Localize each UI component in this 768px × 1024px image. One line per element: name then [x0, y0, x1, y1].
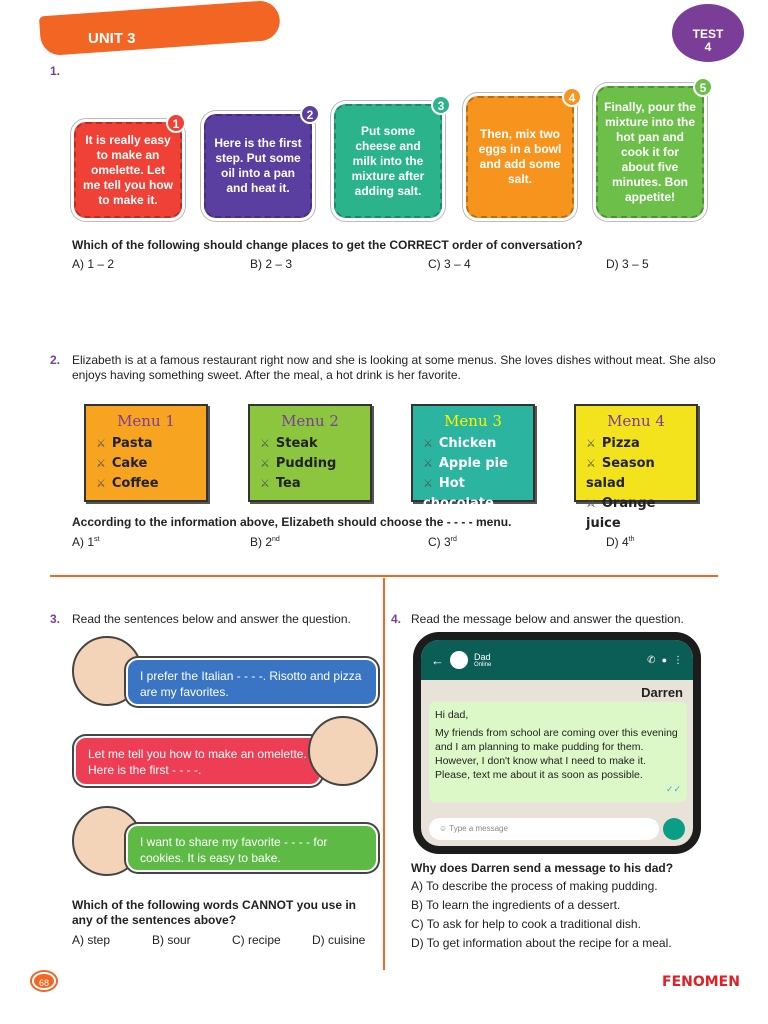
- cutlery-icon: ⚔: [586, 497, 596, 510]
- menu-2: Menu 2 ⚔ Steak ⚔ Pudding ⚔ Tea: [248, 404, 372, 502]
- chat-header: [421, 640, 693, 680]
- question-3-intro: Read the sentences below and answer the question.: [72, 612, 351, 626]
- call-icon[interactable]: ✆: [647, 654, 656, 666]
- q1-option-c[interactable]: C) 3 – 4: [428, 257, 471, 271]
- menu-item: ⚔ Chicken: [423, 436, 497, 451]
- card-badge-4: 4: [562, 87, 582, 107]
- contact-status: Online: [474, 662, 492, 668]
- menu-4: Menu 4 ⚔ Pizza ⚔ Season salad ⚔ Orange juice: [574, 404, 698, 502]
- menu-3: Menu 3 ⚔ Chicken ⚔ Apple pie ⚔ Hot chocolate: [411, 404, 535, 502]
- question-2-number: 2.: [50, 353, 61, 367]
- menu-item: ⚔ Steak: [260, 436, 318, 451]
- menu-item: ⚔ Pasta: [96, 436, 153, 451]
- test-badge: TEST 4: [672, 4, 744, 62]
- q4-option-c[interactable]: C) To ask for help to cook a traditional dish.: [411, 917, 641, 931]
- menu-item: ⚔ Cake: [96, 456, 148, 471]
- menu-item: ⚔ Hot chocolate: [423, 476, 494, 511]
- speech-bubble-1: I prefer the Italian - - - -. Risotto and pizza are my favorites.: [126, 658, 378, 706]
- cutlery-icon: ⚔: [96, 477, 106, 490]
- speech-bubble-2: Let me tell you how to make an omelette. Here is the first - - - -.: [74, 736, 322, 786]
- question-1-text: Which of the following should change places to get the CORRECT order of conversation?: [72, 238, 583, 252]
- page-number: 68: [32, 972, 56, 990]
- cutlery-icon: ⚔: [423, 477, 433, 490]
- sender-name: Darren: [641, 685, 683, 700]
- q3-option-c[interactable]: C) recipe: [232, 933, 281, 947]
- cutlery-icon: ⚔: [96, 437, 106, 450]
- avatar: [450, 651, 468, 669]
- column-divider: [383, 578, 385, 970]
- more-icon[interactable]: ⋮: [673, 654, 683, 666]
- publisher-logo: FENOMEN: [662, 974, 740, 990]
- menu-1: Menu 1 ⚔ Pasta ⚔ Cake ⚔ Coffee: [84, 404, 208, 502]
- cutlery-icon: ⚔: [423, 457, 433, 470]
- question-3-prompt: Which of the following words CANNOT you use in any of the sentences above?: [72, 898, 356, 927]
- contact-name: Dad: [474, 652, 491, 662]
- message-input[interactable]: ☺ Type a message: [429, 818, 659, 840]
- menu-item: ⚔ Season salad: [586, 456, 655, 491]
- q2-option-b[interactable]: B) 2nd: [250, 535, 280, 549]
- cutlery-icon: ⚔: [260, 457, 270, 470]
- menu-item: ⚔ Coffee: [96, 476, 159, 491]
- menu-item: ⚔ Orange juice: [586, 496, 656, 531]
- unit-title: UNIT 3: [88, 30, 136, 47]
- menu-item: ⚔ Pudding: [260, 456, 337, 471]
- q4-option-b[interactable]: B) To learn the ingredients of a dessert.: [411, 898, 621, 912]
- chat-message: [429, 702, 687, 802]
- card-badge-1: 1: [166, 113, 186, 133]
- question-4-prompt: Why does Darren send a message to his dad?: [411, 861, 674, 875]
- card-1: It is really easy to make an omelette. Let me tell you how to make it.: [74, 122, 182, 218]
- read-check-icon: ✓✓: [665, 784, 681, 794]
- card-badge-3: 3: [431, 95, 451, 115]
- q1-option-a[interactable]: A) 1 – 2: [72, 257, 115, 271]
- cutlery-icon: ⚔: [260, 437, 270, 450]
- card-4: Then, mix two eggs in a bowl and add some salt.: [466, 96, 574, 218]
- q3-option-b[interactable]: B) sour: [152, 933, 191, 947]
- q3-option-d[interactable]: D) cuisine: [312, 933, 366, 947]
- q2-option-c[interactable]: C) 3rd: [428, 535, 457, 549]
- q3-option-a[interactable]: A) step: [72, 933, 111, 947]
- question-2-text: Elizabeth is at a famous restaurant right now and she is looking at some menus. She loves dishes without meat. She also enjoys having something sweet. After the meal, a hot drink is her favorite.: [72, 353, 716, 382]
- card-3: Put some cheese and milk into the mixture after adding salt.: [334, 104, 442, 218]
- cutlery-icon: ⚔: [96, 457, 106, 470]
- mic-icon[interactable]: [663, 818, 685, 840]
- phone-mockup: [413, 632, 701, 854]
- menu-item: ⚔ Tea: [260, 476, 301, 491]
- q4-option-d[interactable]: D) To get information about the recipe for a meal.: [411, 936, 672, 950]
- contact-info: [474, 652, 641, 668]
- message-greeting: Hi dad,: [435, 709, 469, 721]
- question-2-prompt: According to the information above, Elizabeth should choose the - - - - menu.: [72, 515, 512, 529]
- phone-screen: [421, 640, 693, 846]
- q1-option-d[interactable]: D) 3 – 5: [606, 257, 649, 271]
- question-1-number: 1.: [50, 64, 61, 78]
- card-badge-5: 5: [693, 77, 713, 97]
- message-body: My friends from school are coming over this evening and I am planning to make pudding for them. However, I don't know what I need to make it. Please, text me about it as soon as possible.: [435, 727, 678, 781]
- q2-option-d[interactable]: D) 4th: [606, 535, 635, 549]
- cutlery-icon: ⚔: [260, 477, 270, 490]
- q1-option-b[interactable]: B) 2 – 3: [250, 257, 293, 271]
- girl-avatar: [308, 716, 378, 786]
- back-arrow-icon[interactable]: ←: [431, 652, 444, 668]
- q4-option-a[interactable]: A) To describe the process of making pudding.: [411, 879, 658, 893]
- question-3-number: 3.: [50, 612, 61, 626]
- cutlery-icon: ⚔: [586, 437, 596, 450]
- question-4-intro: Read the message below and answer the question.: [411, 612, 684, 626]
- menu-item: ⚔ Pizza: [586, 436, 640, 451]
- card-5: Finally, pour the mixture into the hot pan and cook it for about five minutes. Bon appetite!: [596, 86, 704, 218]
- card-2: Here is the first step. Put some oil into a pan and heat it.: [204, 114, 312, 218]
- menu-item: ⚔ Apple pie: [423, 456, 508, 471]
- video-icon[interactable]: ●: [661, 655, 667, 665]
- card-badge-2: 2: [300, 104, 320, 124]
- cutlery-icon: ⚔: [586, 457, 596, 470]
- emoji-icon[interactable]: ☺: [439, 824, 448, 833]
- cutlery-icon: ⚔: [423, 437, 433, 450]
- section-divider: [50, 575, 718, 577]
- speech-bubble-3: I want to share my favorite - - - - for cookies. It is easy to bake.: [126, 824, 378, 872]
- unit-banner: [39, 0, 281, 56]
- q2-option-a[interactable]: A) 1st: [72, 535, 100, 549]
- question-4-number: 4.: [391, 612, 402, 626]
